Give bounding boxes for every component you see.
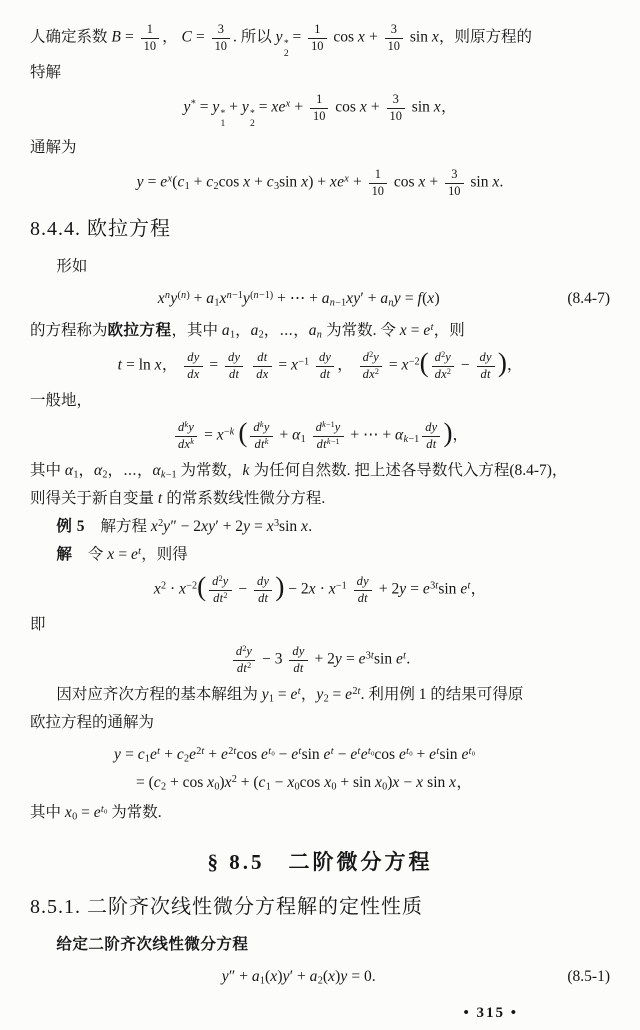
text-line: 即 — [30, 616, 46, 634]
text-line: 因对应齐次方程的基本解组为 $y_1 = e^t$，$y_2 = e^{2t}$. 利用例 1 的结果可得原 — [56, 685, 524, 705]
equation-line — [30, 963, 610, 991]
text-line: 的方程称为欧拉方程，其中 $a_1$，$a_2$，⋯，$a_n$ 为常数. 令 $x = e^t$，则 — [30, 321, 465, 341]
section-heading: 8.5.1. 二阶齐次线性微分方程解的定性性质 — [30, 896, 423, 919]
text-line: 一般地， — [30, 392, 93, 410]
text-line: 通解为 — [30, 139, 77, 157]
text-line: 给定二阶齐次线性微分方程 — [56, 936, 249, 954]
text-line: 其中 $x_0 = e^{t_0}$ 为常数. — [30, 803, 162, 823]
text-line: 其中 $\alpha_1$，$\alpha_2$，⋯，$\alpha_{k-1}$ 为常数，k 为任何自然数. 把上述各导数代入方程(8.4-7)， — [30, 462, 568, 481]
equation-line: $\frac{d^ky}{dx^k}$ = $x^{-k}$ ( $\frac{d^ky}{dt^k}$ + $\alpha_1$ $\frac{d^{k-1}y}{dt^{k-1}}$ + ⋯ + $\alpha_{k-1}$ $\frac{dy}{dt}$ )， — [30, 420, 610, 452]
equation-line — [30, 285, 610, 313]
section-heading: § 8.5 二阶微分方程 — [207, 850, 433, 875]
text-line: 人确定系数 B = $\frac{1}{10}$ ， C = $\frac{3}{10}$ . 所以 y * 2 = $\frac{1}{10}$ cos x + $\frac{3}{10}$ sin x，则原方程的 — [30, 22, 533, 59]
equation-line: = $(c_2 + \cos x_0)x^2 + (c_1 - x_0\cos$ $x_0 + \sin x_0)x - x$ sin x， — [136, 773, 472, 793]
text-line: 解 令 $x = e^t$，则得 — [56, 545, 188, 564]
equation-line: $y = c_1e^t + c_2e^{2t} + e^{2t}\cos$ $e^{t_0} - e^t\sin$ $e^t - e^te^{t_0}\cos$ $e^{t_0} + e^t\sin$ $e^{t_0}$ — [114, 745, 476, 765]
equation-body: $y'' + a_1(x)y' + a_2(x)y = 0$. — [221, 968, 376, 987]
equation-line: $y = e^x(c_1 + c_2\cos$ $x + c_3\sin$ $x) + xe^x$ + $\frac{1}{10}$ cos x + $\frac{3}{10}$ sin x. — [136, 167, 504, 198]
equation-body: $x^ny^{(n)} + a_1x^{n-1}y^{(n-1)}$ + ⋯ + $a_{n-1}xy' + a_ny = f(x)$ — [157, 289, 440, 309]
equation-number: (8.4-7) — [567, 290, 610, 308]
text-line: 形如 — [56, 258, 88, 276]
text-line: 特解 — [30, 64, 62, 82]
equation-number: (8.5-1) — [567, 968, 610, 986]
equation-line: $x^2 \cdot x^{-2}$( $\frac{d^2y}{dt^2}$ − $\frac{dy}{dt}$ ) − $2x \cdot x^{-1}$ $\frac{dy}{dt}$ + $2y = e^{3t}\sin$ $e^t$， — [153, 571, 487, 605]
equation-line: y* = y * 1 + y * 2 = $xe^x$ + $\frac{1}{10}$ cos x + $\frac{3}{10}$ sin x， — [183, 92, 457, 129]
text-line: 则得关于新自变量 t 的常系数线性微分方程. — [30, 490, 326, 508]
equation-line: $\frac{d^2y}{dt^2}$ − 3 $\frac{dy}{dt}$ + $2y = e^{3t}\sin$ $e^t$. — [30, 644, 610, 676]
page-content — [30, 22, 610, 991]
text-line: 例 5 解方程 $x^2y'' - 2xy' + 2y = x^3\sin$ x. — [56, 517, 313, 536]
page-number: • 315 • — [463, 1005, 518, 1022]
text-line: 欧拉方程的通解为 — [30, 714, 155, 732]
section-heading: 8.4.4. 欧拉方程 — [30, 218, 171, 241]
equation-line: t = ln x， $\frac{dy}{dx}$ = $\frac{dy}{dt}$ $\frac{dt}{dx}$ = $x^{-1}$ $\frac{dy}{dt}$ ， $\frac{d^2y}{dx^2}$ = $x^{-2}$( $\frac{d^2y}{dx^2}$ − $\frac{dy}{dt}$ )， — [117, 347, 523, 381]
